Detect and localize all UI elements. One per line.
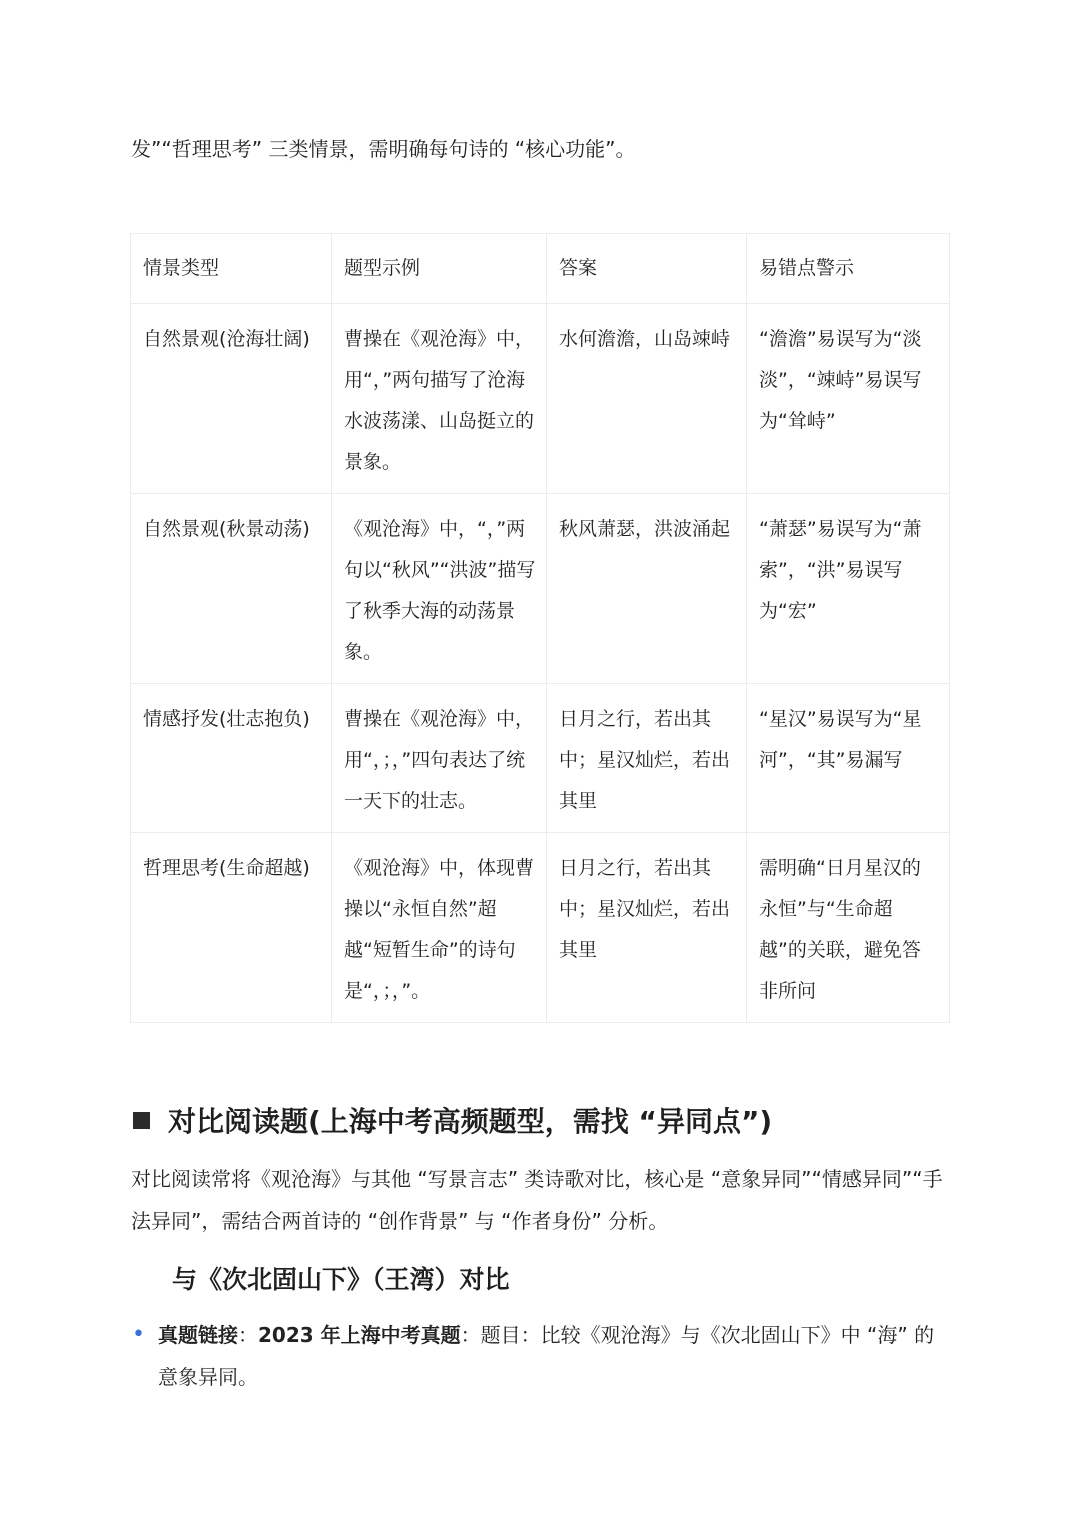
intro-text: 发”“哲理思考” 三类情景，需明确每句诗的 “核心功能”。 bbox=[131, 137, 636, 161]
section-title: 对比阅读题(上海中考高频题型，需找 “异同点”) bbox=[168, 1105, 773, 1138]
table-row bbox=[131, 304, 950, 494]
header-cell-question: 题型示例 bbox=[332, 234, 547, 304]
table-row bbox=[131, 494, 950, 684]
section-heading bbox=[133, 1100, 1033, 1140]
subheading: 与《次北固山下》（王湾）对比 bbox=[172, 1265, 510, 1294]
cell-warning: “澹澹”易误写为“淡淡”，“竦峙”易误写为“耸峙” bbox=[747, 304, 950, 494]
cell-warning: 需明确“日月星汉的永恒”与“生命超越”的关联，避免答非所问 bbox=[747, 833, 950, 1023]
section-paragraph: 对比阅读常将《观沧海》与其他 “写景言志” 类诗歌对比，核心是 “意象异同”“情感异同”“手法异同”，需结合两首诗的 “创作背景” 与 “作者身份” 分析。 bbox=[131, 1167, 943, 1233]
bullet-dot-icon: • bbox=[132, 1322, 145, 1347]
table-row bbox=[131, 833, 950, 1023]
cell-answer: 秋风萧瑟，洪波涌起 bbox=[547, 494, 747, 684]
cell-answer: 日月之行，若出其中；星汉灿烂，若出其里 bbox=[547, 684, 747, 833]
cell-scene-type: 自然景观(秋景动荡) bbox=[131, 494, 332, 684]
bullet-label: 真题链接 bbox=[158, 1323, 238, 1347]
cell-question: 《观沧海》中，体现曹操以“永恒自然”超越“短暂生命”的诗句是“，；，”。 bbox=[332, 833, 547, 1023]
cell-question: 《观沧海》中，“，”两句以“秋风”“洪波”描写了秋季大海的动荡景象。 bbox=[332, 494, 547, 684]
bullet-separator: ： bbox=[238, 1323, 258, 1347]
cell-question: 曹操在《观沧海》中，用“，”两句描写了沧海水波荡漾、山岛挺立的景象。 bbox=[332, 304, 547, 494]
cell-warning: “星汉”易误写为“星河”，“其”易漏写 bbox=[747, 684, 950, 833]
header-cell-answer: 答案 bbox=[547, 234, 747, 304]
bullet-question: ：题目：比较《观沧海》与《次北固山下》中 “海” 的意象异同。 bbox=[158, 1323, 935, 1389]
cell-scene-type: 哲理思考(生命超越) bbox=[131, 833, 332, 1023]
cell-scene-type: 情感抒发(壮志抱负) bbox=[131, 684, 332, 833]
bullet-exam-name: 2023 年上海中考真题 bbox=[258, 1323, 461, 1347]
bullet-text bbox=[158, 1314, 948, 1398]
recitation-table bbox=[130, 233, 950, 1023]
table-header-row bbox=[131, 234, 950, 304]
table-row bbox=[131, 684, 950, 833]
header-cell-warning: 易错点警示 bbox=[747, 234, 950, 304]
cell-answer: 水何澹澹，山岛竦峙 bbox=[547, 304, 747, 494]
square-bullet-icon bbox=[133, 1112, 150, 1129]
list-item bbox=[132, 1314, 952, 1398]
cell-warning: “萧瑟”易误写为“萧索”，“洪”易误写为“宏” bbox=[747, 494, 950, 684]
header-cell-scene-type: 情景类型 bbox=[131, 234, 332, 304]
cell-answer: 日月之行，若出其中；星汉灿烂，若出其里 bbox=[547, 833, 747, 1023]
cell-scene-type: 自然景观(沧海壮阔) bbox=[131, 304, 332, 494]
cell-question: 曹操在《观沧海》中，用“，；，”四句表达了统一天下的壮志。 bbox=[332, 684, 547, 833]
